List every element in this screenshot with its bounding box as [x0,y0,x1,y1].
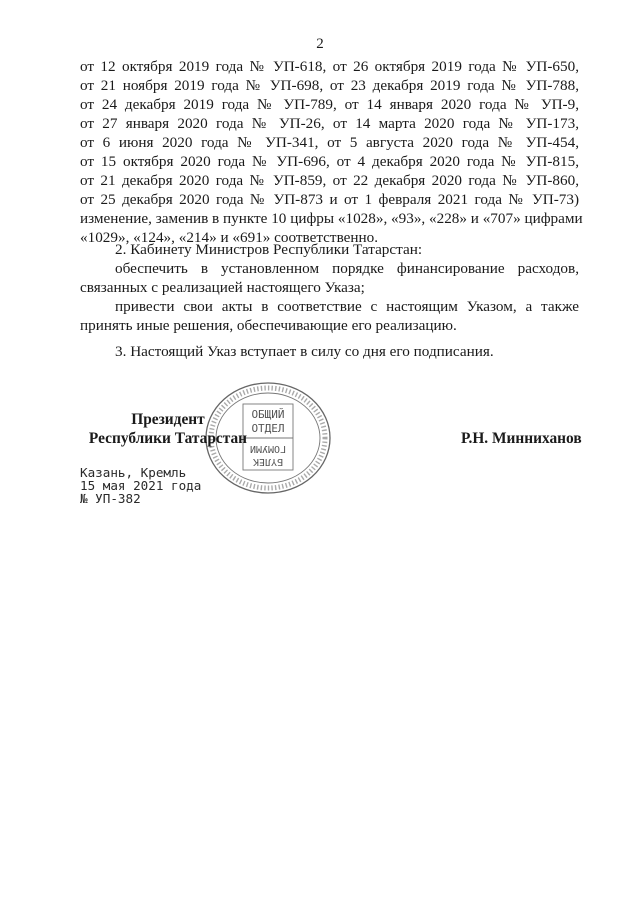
text-line: «1029», «124», «214» и «691» соответственно. [80,229,379,246]
text-line: от 21 ноября 2019 года № УП-698, от 23 декабря 2019 года № УП-788, [80,77,579,94]
stamp-line: ОТДЕЛ [251,422,285,435]
paragraph-2 [80,240,579,335]
text-line: от 6 июня 2020 года № УП-341, от 5 августа 2020 года № УП-454, [80,134,579,151]
paragraph-1 [80,57,583,247]
text-line: привести свои акты в соответствие с настоящим Указом, а также [115,298,579,315]
stamp-line: ГОМУМИ [249,443,287,454]
stamp-line: БҮЛЕК [252,456,284,467]
issuance-number: № УП-382 [80,491,141,506]
text-line: от 15 октября 2020 года № УП-696, от 4 декабря 2020 года № УП-815, [80,153,579,170]
text-line: обеспечить в установленном порядке финансирование расходов, [115,260,579,277]
text-line: от 27 января 2020 года № УП-26, от 14 марта 2020 года № УП-173, [80,115,579,132]
signature-title-line: Республики Татарстан [88,430,248,447]
issuance-place: Казань, Кремль [80,465,187,480]
text-line: от 25 декабря 2020 года № УП-873 и от 1 февраля 2021 года № УП-73) [80,191,579,208]
issuance-details [80,466,201,505]
issuance-date: 15 мая 2021 года [80,478,202,493]
text-line: изменение, заменив в пункте 10 цифры «1028», «93», «228» и «707» цифрами [80,210,583,227]
text-line: 3. Настоящий Указ вступает в силу со дня его подписания. [115,343,494,360]
text-line: от 21 декабря 2020 года № УП-859, от 22 декабря 2020 года № УП-860, [80,172,579,189]
signature-title-line: Президент [131,411,205,428]
text-line: принять иные решения, обеспечивающие его реализацию. [80,317,457,334]
paragraph-2-heading: 2. Кабинету Министров Республики Татарстан: [115,241,423,258]
signatory-name: Р.Н. Минниханов [461,430,582,447]
paragraph-3 [80,342,579,361]
text-line: от 12 октября 2019 года № УП-618, от 26 октября 2019 года № УП-650, [80,58,579,75]
text-line: связанных с реализацией настоящего Указа; [80,279,365,296]
stamp-line: ОБЩИЙ [251,408,285,421]
text-line: от 24 декабря 2019 года № УП-789, от 14 января 2020 года № УП-9, [80,96,579,113]
page-number: 2 [316,36,324,52]
signature-title [78,410,258,448]
